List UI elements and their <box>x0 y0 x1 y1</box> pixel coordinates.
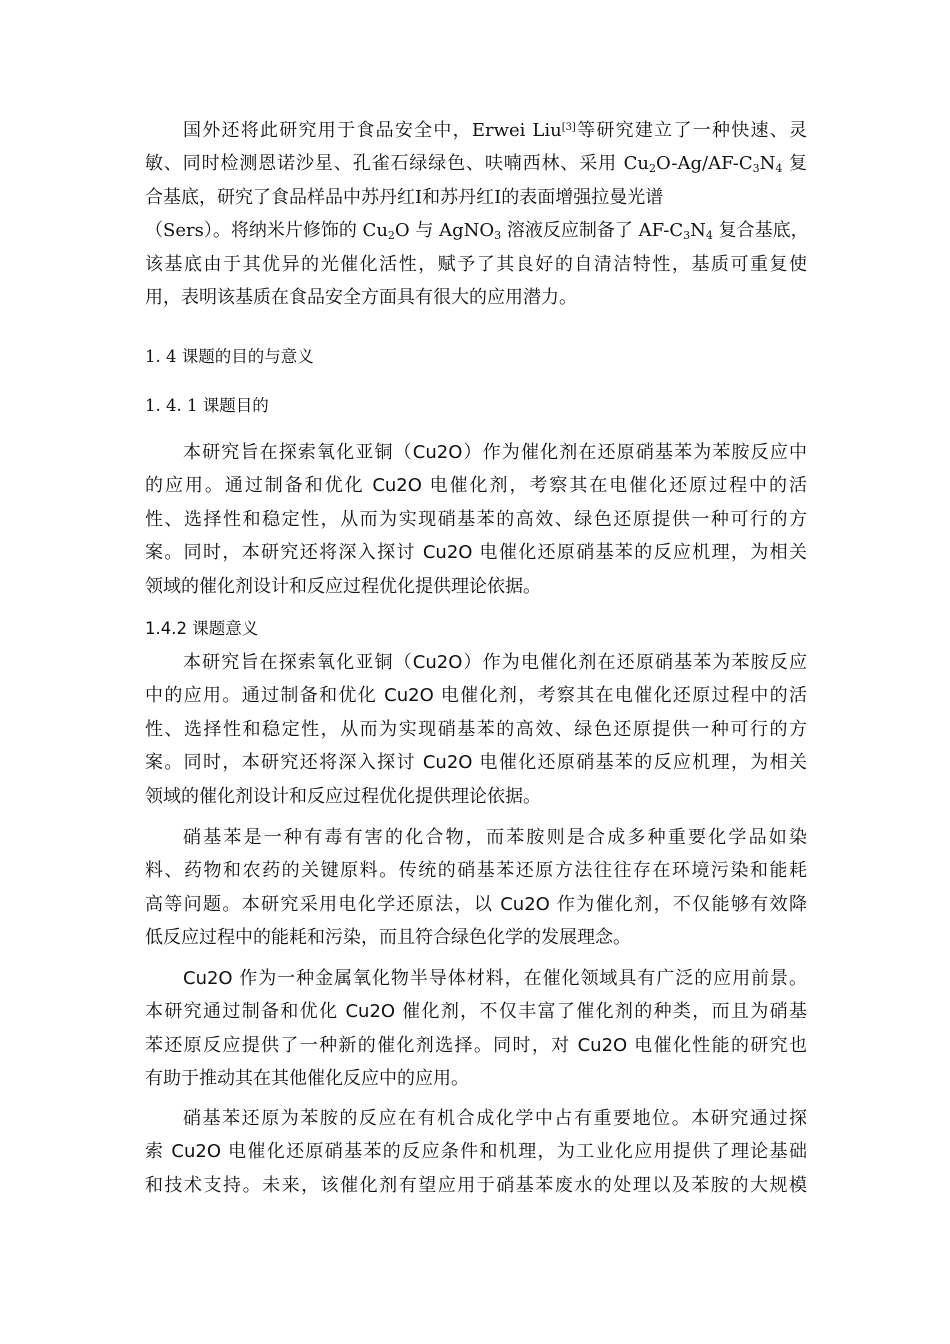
text-line: 领域的催化剂设计和反应过程优化提供理论依据。 <box>145 575 541 597</box>
text-line: 国外还将此研究用于食品安全中，Erwei Liu[3]等研究建立了一种快速、灵 <box>183 120 807 141</box>
text-line: 本研究旨在探索氧化亚铜（Cu2O）作为催化剂在还原硝基苯为苯胺反应中 <box>183 442 807 463</box>
text-line: （Sers）。将纳米片修饰的 $Cu_2O$ 与 AgNO$_3$ 溶液反应制备了 $AF-C_3N_4$ 复合基底， <box>145 220 809 243</box>
section-heading-1-4: 1. 4 课题的目的与意义 <box>145 347 314 366</box>
text-line: 案。同时，本研究还将深入探讨 Cu2O 电催化还原硝基苯的反应机理，为相关 <box>145 542 807 564</box>
text-line: 硝基苯还原为苯胺的反应在有机合成化学中占有重要地位。本研究通过探 <box>183 1108 807 1129</box>
text-line: 合基底，研究了食品样品中苏丹红Ⅰ和苏丹红Ⅰ的表面增强拉曼光谱 <box>145 186 664 208</box>
text-line: 性、选择性和稳定性，从而为实现硝基苯的高效、绿色还原提供一种可行的方 <box>145 718 807 740</box>
text-line: 该基底由于其优异的光催化活性，赋予了其良好的自清洁特性，基质可重复使 <box>145 253 807 275</box>
section-heading-1-4-1: 1. 4. 1 课题目的 <box>145 396 269 415</box>
text-line: 高等问题。本研究采用电化学还原法，以 Cu2O 作为催化剂，不仅能够有效降 <box>145 893 807 915</box>
paragraph-research-significance <box>145 646 807 813</box>
paragraph-nitrobenzene <box>145 821 807 955</box>
text-line: 本研究旨在探索氧化亚铜（Cu2O）作为电催化剂在还原硝基苯为苯胺反应 <box>183 652 807 673</box>
text-line: 索 Cu2O 电催化还原硝基苯的反应条件和机理，为工业化应用提供了理论基础 <box>145 1141 807 1163</box>
text-line: 硝基苯是一种有毒有害的化合物，而苯胺则是合成多种重要化学品如染 <box>183 827 807 848</box>
text-line: 低反应过程中的能耗和污染，而且符合绿色化学的发展理念。 <box>145 927 631 949</box>
text-line: 中的应用。通过制备和优化 Cu2O 电催化剂，考察其在电催化还原过程中的活 <box>145 685 807 707</box>
paragraph-cu2o-material <box>145 962 807 1096</box>
text-line: 领域的催化剂设计和反应过程优化提供理论依据。 <box>145 785 541 807</box>
text-line: 性、选择性和稳定性，从而为实现硝基苯的高效、绿色还原提供一种可行的方 <box>145 508 807 530</box>
text-line: 敏、同时检测恩诺沙星、孔雀石绿绿色、呋喃西林、采用 $Cu_2O-Ag/AF-C_3N_4$ 复 <box>145 153 807 176</box>
text-line: 本研究通过制备和优化 Cu2O 催化剂，不仅丰富了催化剂的种类，而且为硝基 <box>145 1001 807 1023</box>
text-line: 案。同时，本研究还将深入探讨 Cu2O 电催化还原硝基苯的反应机理，为相关 <box>145 752 807 774</box>
text-line: 的应用。通过制备和优化 Cu2O 电催化剂，考察其在电催化还原过程中的活 <box>145 475 807 497</box>
text-line: 料、药物和农药的关键原料。传统的硝基苯还原方法往往存在环境污染和能耗 <box>145 860 807 882</box>
text-line: 有助于推动其在其他催化反应中的应用。 <box>145 1068 469 1090</box>
citation-ref: [3] <box>561 122 576 133</box>
text-line: 用，表明该基质在食品安全方面具有很大的应用潜力。 <box>145 286 577 308</box>
section-heading-1-4-2: 1.4.2 课题意义 <box>145 619 259 638</box>
paragraph-research-goal <box>145 436 807 603</box>
text-line: Cu2O 作为一种金属氧化物半导体材料，在催化领域具有广泛的应用前景。 <box>183 968 807 989</box>
paragraph-foreign-research <box>145 114 807 314</box>
text-line: 和技术支持。未来，该催化剂有望应用于硝基苯废水的处理以及苯胺的大规模 <box>145 1174 807 1196</box>
paragraph-industrial-application <box>145 1102 807 1202</box>
text-line: 苯还原反应提供了一种新的催化剂选择。同时，对 Cu2O 电催化性能的研究也 <box>145 1034 807 1056</box>
